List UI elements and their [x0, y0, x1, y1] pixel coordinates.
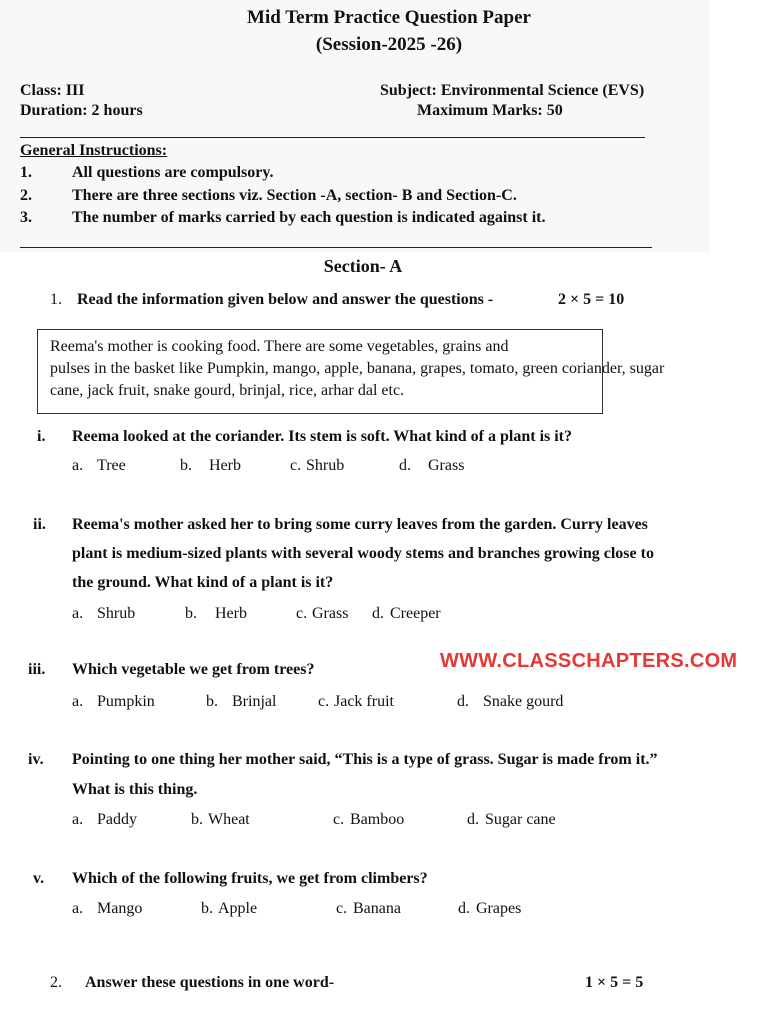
- option-letter: c.: [296, 605, 308, 622]
- option-text: Jack fruit: [334, 693, 394, 710]
- session: (Session-2025 -26): [315, 34, 463, 55]
- question-number: 2.: [50, 974, 62, 991]
- instruction-num: 1.: [20, 164, 32, 181]
- option-letter: c.: [290, 457, 302, 474]
- sub-question-number: i.: [37, 428, 46, 445]
- option-text: Shrub: [97, 605, 136, 622]
- sub-question-number: iv.: [28, 751, 44, 768]
- option-letter: d.: [372, 605, 384, 622]
- option-text: Bamboo: [350, 811, 405, 828]
- option-text: Creeper: [390, 605, 441, 622]
- paper-title: Mid Term Practice Question Paper: [247, 7, 531, 28]
- option-text: Brinjal: [232, 693, 277, 710]
- instruction-text: The number of marks carried by each question is indicated against it.: [72, 209, 546, 226]
- option-letter: c.: [333, 811, 345, 828]
- duration-label: Duration: 2 hours: [20, 102, 143, 119]
- option-letter: b.: [191, 811, 203, 828]
- instruction-num: 2.: [20, 187, 32, 204]
- option-letter: a.: [72, 605, 84, 622]
- divider: [20, 247, 652, 248]
- option-letter: b.: [180, 457, 192, 474]
- option-letter: a.: [72, 457, 84, 474]
- option-text: Sugar cane: [485, 811, 556, 828]
- class-label: Class: III: [20, 82, 85, 99]
- option-text: Pumpkin: [97, 693, 155, 710]
- option-text: Mango: [97, 900, 143, 917]
- divider: [20, 137, 645, 138]
- question-text: Read the information given below and answer the questions -: [77, 291, 494, 308]
- sub-question-text: Reema's mother asked her to bring some curry leaves from the garden. Curry leaves: [72, 516, 648, 533]
- option-text: Grapes: [476, 900, 522, 917]
- sub-question-number: iii.: [28, 661, 46, 678]
- instruction-text: There are three sections viz. Section -A, section- B and Section-C.: [72, 187, 517, 204]
- option-text: Shrub: [306, 457, 345, 474]
- option-text: Herb: [209, 457, 241, 474]
- option-letter: d.: [457, 693, 469, 710]
- option-letter: d.: [458, 900, 470, 917]
- option-letter: c.: [318, 693, 330, 710]
- sub-question-text: Which of the following fruits, we get from climbers?: [72, 870, 428, 887]
- question-marks: 2 × 5 = 10: [558, 291, 625, 308]
- option-text: Herb: [215, 605, 247, 622]
- option-letter: b.: [201, 900, 213, 917]
- instructions-heading: General Instructions:: [20, 142, 168, 159]
- passage-line: cane, jack fruit, snake gourd, brinjal, rice, arhar dal etc.: [50, 382, 405, 399]
- max-marks-label: Maximum Marks: 50: [417, 102, 563, 119]
- option-letter: d.: [399, 457, 411, 474]
- question-number: 1.: [50, 291, 62, 308]
- option-text: Snake gourd: [483, 693, 564, 710]
- sub-question-number: v.: [33, 870, 45, 887]
- watermark: WWW.CLASSCHAPTERS.COM: [440, 650, 738, 672]
- sub-question-text: What is this thing.: [72, 781, 198, 798]
- option-letter: a.: [72, 811, 84, 828]
- subject-label: Subject: Environmental Science (EVS): [380, 82, 645, 99]
- sub-question-number: ii.: [33, 516, 46, 533]
- option-letter: d.: [467, 811, 479, 828]
- option-letter: c.: [336, 900, 348, 917]
- option-text: Tree: [97, 457, 126, 474]
- option-letter: b.: [185, 605, 197, 622]
- option-text: Banana: [353, 900, 401, 917]
- question-marks: 1 × 5 = 5: [585, 974, 644, 991]
- sub-question-text: Which vegetable we get from trees?: [72, 661, 315, 678]
- option-text: Wheat: [208, 811, 250, 828]
- option-text: Paddy: [97, 811, 137, 828]
- option-text: Grass: [428, 457, 465, 474]
- question-text: Answer these questions in one word-: [85, 974, 335, 991]
- option-letter: a.: [72, 693, 84, 710]
- instruction-text: All questions are compulsory.: [72, 164, 274, 181]
- sub-question-text: plant is medium-sized plants with several woody stems and branches growing close to: [72, 545, 654, 562]
- section-title: Section- A: [323, 256, 403, 276]
- option-letter: a.: [72, 900, 84, 917]
- option-letter: b.: [206, 693, 218, 710]
- sub-question-text: Reema looked at the coriander. Its stem is soft. What kind of a plant is it?: [72, 428, 573, 445]
- passage-line: Reema's mother is cooking food. There are some vegetables, grains and: [50, 338, 509, 355]
- passage-line: pulses in the basket like Pumpkin, mango, apple, banana, grapes, tomato, green coriander, sugar: [50, 360, 665, 377]
- option-text: Grass: [312, 605, 349, 622]
- sub-question-text: the ground. What kind of a plant is it?: [72, 574, 334, 591]
- instruction-num: 3.: [20, 209, 32, 226]
- option-text: Apple: [218, 900, 258, 917]
- sub-question-text: Pointing to one thing her mother said, “This is a type of grass. Sugar is made from it.”: [72, 751, 658, 768]
